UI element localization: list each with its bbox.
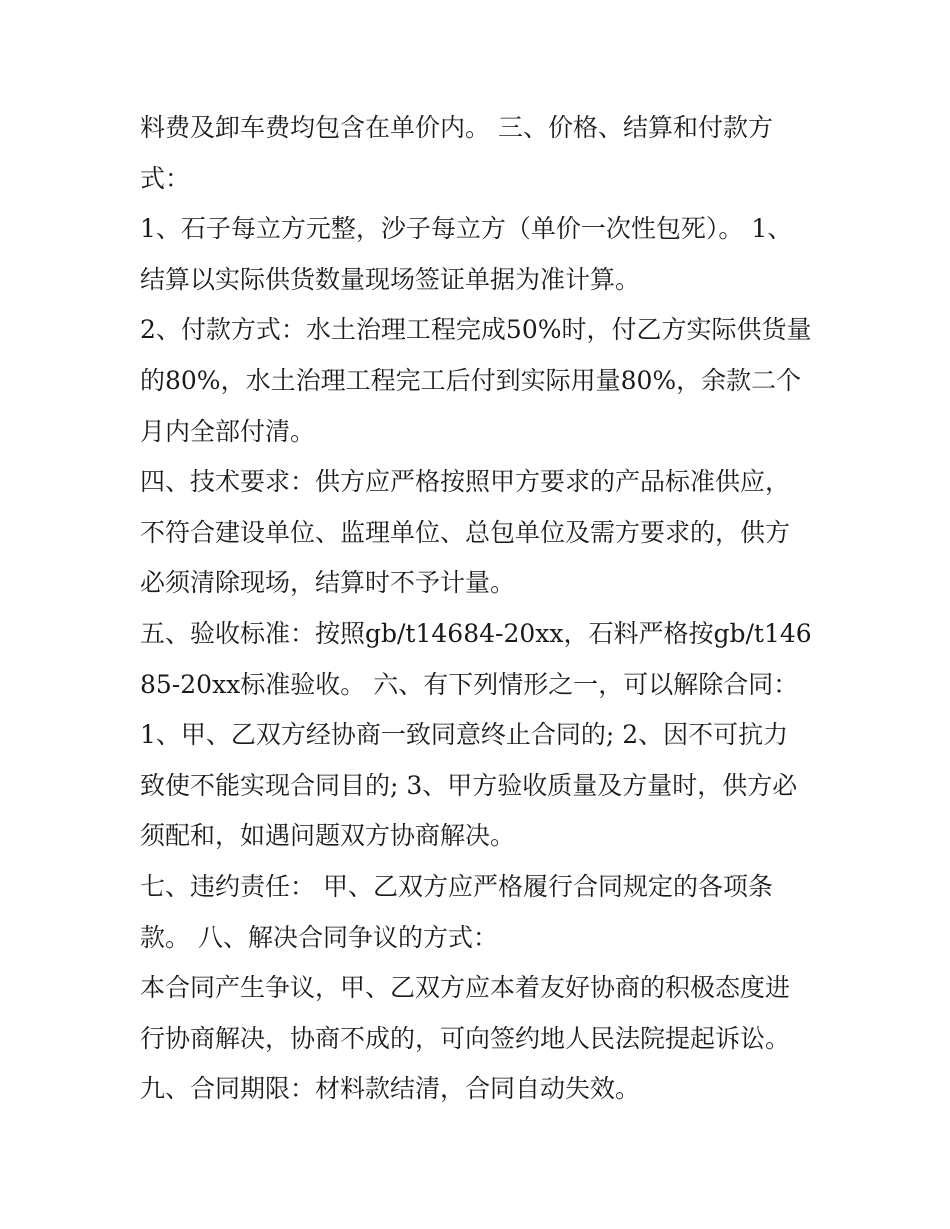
paragraph-payment-method: 2、付款方式：水土治理工程完成50%时，付乙方实际供货量的80%，水土治理工程完工后付到实际用量80%，余款二个月内全部付清。 bbox=[140, 315, 812, 446]
paragraph-breach-liability: 七、违约责任： 甲、乙双方应严格履行合同规定的各项条款。 八、解决合同争议的方式： bbox=[140, 871, 773, 952]
paragraph-technical-requirements: 四、技术要求：供方应严格按照甲方要求的产品标准供应，不符合建设单位、监理单位、总包单位及需方要求的，供方必须清除现场，结算时不予计量。 bbox=[140, 467, 791, 598]
document-body bbox=[140, 103, 812, 1115]
paragraph-termination-conditions: 1、甲、乙双方经协商一致同意终止合同的; 2、因不可抗力致使不能实现合同目的; 3、甲方验收质量及方量时，供方必须配和，如遇问题双方协商解决。 bbox=[140, 720, 798, 851]
paragraph-unit-price: 1、石子每立方元整，沙子每立方（单价一次性包死）。 1、结算以实际供货数量现场签证单据为准计算。 bbox=[140, 214, 793, 294]
paragraph-payment-terms-heading: 料费及卸车费均包含在单价内。 三、价格、结算和付款方式： bbox=[140, 113, 773, 193]
paragraph-contract-term: 九、合同期限：材料款结清，合同自动失效。 bbox=[140, 1074, 641, 1104]
paragraph-acceptance-standard: 五、验收标准：按照gb/t14684-20xx，石料严格按gb/t14685-20xx标准验收。 六、有下列情形之一，可以解除合同： bbox=[140, 618, 812, 699]
paragraph-dispute-resolution: 本合同产生争议，甲、乙双方应本着友好协商的积极态度进行协商解决，协商不成的，可向签约地人民法院提起诉讼。 bbox=[140, 973, 791, 1053]
